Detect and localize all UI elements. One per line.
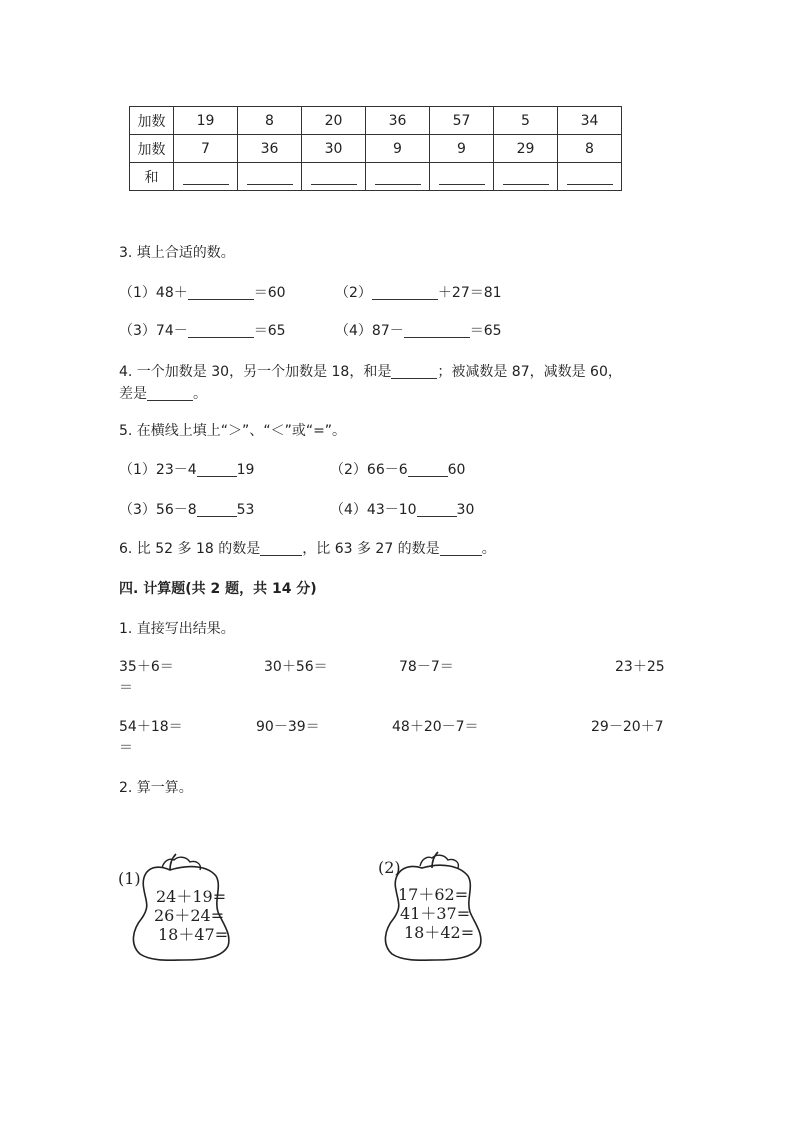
calc-item: 29－20＋7 [591, 719, 664, 735]
q5-item-3 [119, 499, 254, 519]
q4-text-4: 。 [193, 386, 207, 402]
row-header: 加数 [130, 135, 174, 163]
q3-item-4-post: ＝65 [469, 323, 502, 339]
q5-item-2 [330, 459, 465, 479]
section-title: 四. 计算题(共 2 题，共 14 分) [119, 581, 317, 597]
gourd-figure [370, 850, 500, 965]
answer-blank[interactable] [417, 501, 457, 517]
table-row [130, 107, 622, 135]
q4-text-3: 差是 [119, 386, 147, 402]
table-cell: 7 [174, 135, 238, 163]
q5-item-1 [119, 459, 254, 479]
gourd-equation: 18＋47= [158, 925, 229, 944]
row-header: 和 [130, 163, 174, 191]
calc-item: 90－39＝ [256, 719, 320, 735]
table-cell: 34 [558, 107, 622, 135]
table-cell: 57 [430, 107, 494, 135]
answer-blank[interactable] [404, 322, 470, 338]
table-cell: 9 [366, 135, 430, 163]
q3-item-2-pre: （2） [335, 285, 372, 301]
q4-line-1 [119, 361, 622, 381]
q3-title: 3. 填上合适的数。 [119, 245, 235, 261]
answer-blank[interactable] [567, 168, 613, 185]
table-cell: 5 [494, 107, 558, 135]
q3-item-1 [119, 282, 286, 302]
calc-item: 54＋18＝ [119, 719, 183, 735]
answer-blank[interactable] [147, 385, 193, 401]
q6-text-1: 6. 比 52 多 18 的数是 [119, 541, 261, 557]
answer-blank[interactable] [260, 540, 302, 556]
gourd-equation: 24＋19= [156, 887, 227, 906]
calc-item-wrap: ＝ [119, 740, 133, 756]
table-cell: 30 [302, 135, 366, 163]
table-cell: 36 [238, 135, 302, 163]
q3-item-3-post: ＝65 [253, 323, 286, 339]
c2-title: 2. 算一算。 [119, 780, 193, 796]
calc-item: 30＋56＝ [264, 659, 328, 675]
answer-cell[interactable] [558, 163, 622, 191]
gourd-equation: 26＋24= [154, 906, 225, 925]
gourd-equation: 41＋37= [400, 904, 471, 923]
answer-blank[interactable] [440, 540, 482, 556]
q4-text-2: ；被减数是 87，减数是 60， [437, 364, 622, 380]
q5-item-4-pre: （4）43－10 [330, 502, 417, 518]
q4-text-1: 4. 一个加数是 30，另一个加数是 18，和是 [119, 364, 392, 380]
calc-item: 23＋25 [615, 659, 665, 675]
table-cell: 19 [174, 107, 238, 135]
table-cell: 29 [494, 135, 558, 163]
answer-blank[interactable] [183, 168, 229, 185]
row-header: 加数 [130, 107, 174, 135]
table-cell: 8 [238, 107, 302, 135]
q3-item-3-pre: （3）74－ [119, 323, 188, 339]
table-cell: 8 [558, 135, 622, 163]
q6-text-3: 。 [481, 541, 496, 557]
gourd-label: (2) [378, 858, 401, 877]
table-row [130, 163, 622, 191]
gourd-equation: 18＋42= [404, 923, 475, 942]
answer-blank[interactable] [188, 284, 254, 300]
q5-item-3-pre: （3）56－8 [119, 502, 197, 518]
addition-table [129, 106, 622, 191]
q4-line-2 [119, 383, 207, 403]
gourd-label: (1) [118, 869, 141, 888]
q3-item-1-post: ＝60 [253, 285, 286, 301]
q5-title: 5. 在横线上填上“＞”、“＜”或“=”。 [119, 423, 347, 439]
table-row [130, 135, 622, 163]
q3-item-1-pre: （1）48＋ [119, 285, 188, 301]
q3-item-4 [335, 320, 502, 340]
answer-blank[interactable] [372, 284, 438, 300]
q3-item-2-post: ＋27＝81 [437, 285, 502, 301]
c1-title: 1. 直接写出结果。 [119, 621, 235, 637]
q3-item-4-pre: （4）87－ [335, 323, 404, 339]
answer-blank[interactable] [197, 501, 237, 517]
answer-blank[interactable] [439, 168, 485, 185]
table-cell: 20 [302, 107, 366, 135]
q3-item-3 [119, 320, 286, 340]
gourd-equation: 17＋62= [398, 885, 469, 904]
q5-item-2-post: 60 [447, 462, 466, 478]
gourd-figure [112, 850, 242, 965]
answer-blank[interactable] [408, 461, 448, 477]
answer-blank[interactable] [311, 168, 357, 185]
answer-blank[interactable] [247, 168, 293, 185]
answer-cell[interactable] [238, 163, 302, 191]
q6-line [119, 538, 496, 558]
answer-cell[interactable] [430, 163, 494, 191]
answer-cell[interactable] [494, 163, 558, 191]
answer-cell[interactable] [366, 163, 430, 191]
answer-blank[interactable] [375, 168, 421, 185]
q5-item-2-pre: （2）66－6 [330, 462, 408, 478]
answer-blank[interactable] [197, 461, 237, 477]
table-cell: 36 [366, 107, 430, 135]
calc-item: 48＋20－7＝ [392, 719, 479, 735]
table-cell: 9 [430, 135, 494, 163]
q5-item-3-post: 53 [236, 502, 255, 518]
answer-blank[interactable] [188, 322, 254, 338]
q5-item-1-pre: （1）23－4 [119, 462, 197, 478]
answer-blank[interactable] [503, 168, 549, 185]
calc-item: 35＋6＝ [119, 659, 174, 675]
q5-item-4 [330, 499, 474, 519]
answer-cell[interactable] [174, 163, 238, 191]
answer-cell[interactable] [302, 163, 366, 191]
q6-text-2: ，比 63 多 27 的数是 [302, 541, 440, 557]
q5-item-1-post: 19 [236, 462, 255, 478]
q3-item-2 [335, 282, 502, 302]
calc-item: 78－7＝ [399, 659, 454, 675]
q5-item-4-post: 30 [456, 502, 475, 518]
calc-item-wrap: ＝ [119, 680, 133, 696]
answer-blank[interactable] [391, 363, 437, 379]
